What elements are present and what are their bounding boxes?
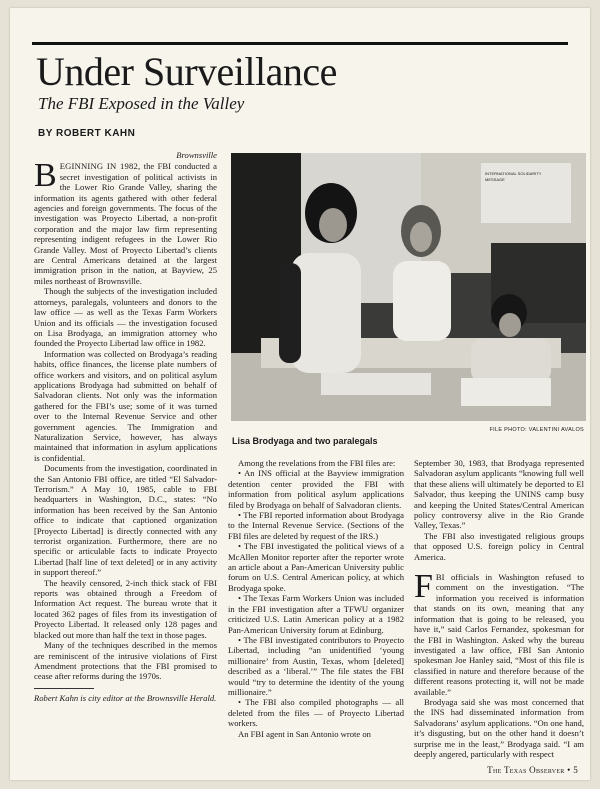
poster-text: MESSAGE [485, 177, 505, 182]
author-note: Robert Kahn is city editor at the Brownsville Herald. [34, 692, 217, 703]
paragraph: September 30, 1983, that Brodyaga represented Salvadoran asylum applicants “knowing full well that these aliens will ultimately be deported to El Salvador, thus keeping the UNINS camp busy and keeping the United States/Central American policy controversy alive in the Rio Grande Valley, Texas.” [414, 458, 584, 531]
page-footer [487, 765, 578, 775]
paragraph: • The Texas Farm Workers Union was included in the FBI investigation after a TFWU organizer criticized U.S. Latin American policy at a 1982 Pan-American University forum at Edinburg. [228, 593, 404, 635]
column-1 [34, 150, 217, 703]
lead-in: EGINNING IN 1982, [59, 161, 141, 172]
paragraph [34, 157, 217, 286]
page-number: 5 [573, 765, 578, 775]
drop-cap: F [414, 568, 433, 606]
paragraph: • The FBI investigated contributors to Proyecto Libertad, including “an unidentified ‘young millionaire’ from Austin, Texas, whom [deleted] described as a ‘liberal.’” The file states the FBI would “try to determine the identity of the young millionaire.” [228, 634, 404, 697]
paragraph: Many of the techniques described in the memos are reminiscent of the intrusive violations of First Amendment protections that the FBI promised to cease after reforms during the 1970s. [34, 640, 217, 682]
photo [231, 153, 586, 421]
photo-illustration [231, 153, 586, 421]
paragraph: The FBI also investigated religious groups that opposed U.S. foreign policy in Central America. [414, 530, 584, 562]
paragraph: Though the subjects of the investigation included attorneys, paralegals, volunteers and donors to the law office — as well as the Texas Farm Workers Union and its officials — the investigation focused on Lisa Brodyaga, an immigration attorney who founded the Proyecto Libertad law office in 1982. [34, 286, 217, 349]
section-gap [414, 562, 584, 572]
dateline: Brownsville [176, 150, 217, 160]
poster-text: INTERNATIONAL SOLIDARITY [485, 171, 542, 176]
top-rule [32, 42, 568, 45]
drop-cap: B [34, 157, 57, 195]
photo-credit: FILE PHOTO: VALENTINI AVALOS [489, 427, 584, 433]
magazine-page [10, 8, 590, 780]
paragraph: • The FBI investigated the political views of a McAllen Monitor reporter after the reporter wrote an article about a Pan-American University public forum on U.S. Central American policy, at which Brodyaga spoke. [228, 541, 404, 593]
footer-separator: • [567, 765, 571, 775]
paragraph: • The FBI also compiled photographs — all deleted from the files — of Proyecto Libertad workers. [228, 697, 404, 729]
subheadline: The FBI Exposed in the Valley [38, 94, 245, 113]
paragraph-text: BI officials in Washington refused to comment on the investigation. “The information you received is information that stands on its own, meaning that any information that is going to be released, you have it,” said Carlos Fernandez, spokesman for the FBI in Washington. Asked why the bureau investigated a law office, FBI San Antonio spokesman Joe Hanley said, “Most of this file is classified in nature and therefore because of the different reasons protecting it, will not be made available.” [414, 572, 584, 697]
paragraph-text: the FBI conducted a secret investigation of political activists in the Lower Rio Grande Valley, sharing the information its agents gathered with other federal agencies and foreign governments. The focus of the investigation was Proyecto Libertad, a non-profit corporation and the major law firm representing representing indigent refugees in the Lower Rio Grande Valley. Most of Proyecto Libertad’s clients are Central Americans detained at the largest immigration prison in the nation, at Bayview, 25 miles northeast of Brownsville. [34, 161, 217, 286]
paragraph: • An INS official at the Bayview immigration detention center provided the FBI with information from political asylum applications filed by Brodyaga on behalf of Salvadoran clients. [228, 468, 404, 510]
footnote-rule [34, 688, 94, 689]
photo-caption: Lisa Brodyaga and two paralegals [232, 436, 378, 446]
paragraph: • The FBI reported information about Brodyaga to the Internal Revenue Service. (Sections of the FBI files are deleted by request of the IRS.) [228, 510, 404, 541]
column-3 [414, 458, 584, 759]
column-2 [228, 458, 404, 739]
paragraph: The heavily censored, 2-inch thick stack of FBI reports was obtained through a Freedom of Information Act request. The bureau wrote that it located 362 pages of files from its investigation of Proyecto Libertad. It released only 128 pages and blacked out more than half the text in those pages. [34, 577, 217, 640]
paragraph: An FBI agent in San Antonio wrote on [238, 728, 371, 739]
paragraph: Brodyaga said she was most concerned that the INS had disseminated information from Salvadorans’ asylum applications. “On one hand, it’s disgusting, but on the other hand it doesn’t surprise me in the least,” Brodyaga said. “I am deeply angered, particularly with respect [414, 696, 584, 759]
paragraph [414, 568, 584, 697]
headline: Under Surveillance [36, 49, 337, 94]
byline: BY ROBERT KAHN [38, 128, 136, 139]
paragraph: Documents from the investigation, coordinated in the San Antonio FBI office, are titled “El Salvador-Terrorism.” A May 10, 1985, cable to FBI headquarters in Washington, D.C., states: “No information has been received by the San Antonio office to indicate that captioned organization [Proyecto Libertad] is directly connected with any terrorist organization. Furthermore, there are no specific or articulable facts to indicate Proyecto Libertad [half line of text deleted] or in any activity in support thereof.” [34, 463, 217, 578]
paragraph: Information was collected on Brodyaga’s reading habits, office finances, the license plate numbers of office workers and visitors, and on political asylum applications Brodyaga had submitted on behalf of Salvadoran clients. Not only was the information gathered for the FBI’s use; some of it was turned over to the Internal Revenue Service and other government agencies. The Immigration and Naturalization Service, however, has always maintained that information in asylum applications is confidential. [34, 348, 217, 463]
paragraph: Among the revelations from the FBI files are: [238, 458, 396, 468]
publication-name: The Texas Observer [487, 765, 565, 775]
